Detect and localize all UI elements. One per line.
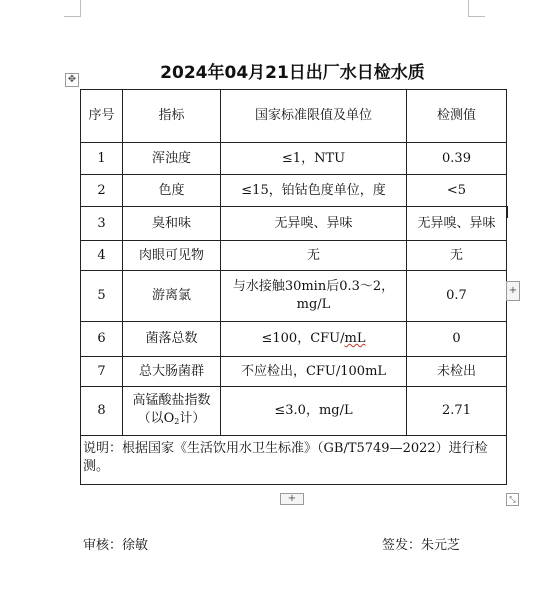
- item-line-2-suffix: 计）: [179, 410, 206, 426]
- page-corner-mark-top-right: [468, 0, 485, 17]
- item-line-2-subscript: 2: [174, 416, 180, 426]
- item-line-1: 高锰酸盐指数: [132, 392, 211, 408]
- cell-limit[interactable]: 无: [221, 241, 407, 271]
- cell-value[interactable]: 2.71: [407, 387, 507, 436]
- cell-no[interactable]: 5: [81, 271, 123, 322]
- item-line-2-prefix: （以O: [137, 410, 175, 426]
- cell-value[interactable]: <5: [407, 175, 507, 207]
- header-cell-limit[interactable]: 国家标准限值及单位: [221, 90, 407, 143]
- spellcheck-underlined-unit: mL: [344, 331, 366, 346]
- table-note-row: [81, 436, 507, 485]
- table-row: [81, 207, 507, 241]
- add-column-button[interactable]: +: [506, 281, 520, 301]
- cell-item[interactable]: 菌落总数: [123, 322, 221, 357]
- cell-limit[interactable]: [221, 271, 407, 322]
- cell-value[interactable]: 0.7: [407, 271, 507, 322]
- cell-no[interactable]: 8: [81, 387, 123, 436]
- limit-text: ≤100，CFU/: [261, 331, 345, 346]
- cell-no[interactable]: 3: [81, 207, 123, 241]
- cell-no[interactable]: 2: [81, 175, 123, 207]
- cell-item[interactable]: 浑浊度: [123, 143, 221, 175]
- table-row: [81, 322, 507, 357]
- table-move-handle-icon[interactable]: ✥: [65, 73, 79, 87]
- header-cell-no[interactable]: 序号: [81, 90, 123, 143]
- table-resize-handle-icon[interactable]: ⤡: [506, 493, 519, 506]
- note-cell[interactable]: 说明：根据国家《生活饮用水卫生标准》（GB/T5749—2022）进行检测。: [81, 436, 507, 485]
- cell-value[interactable]: 无异嗅、异味: [407, 207, 507, 241]
- add-row-button[interactable]: +: [280, 493, 304, 505]
- cell-item[interactable]: 臭和味: [123, 207, 221, 241]
- cell-no[interactable]: 6: [81, 322, 123, 357]
- cell-value[interactable]: 未检出: [407, 357, 507, 387]
- cell-no[interactable]: 1: [81, 143, 123, 175]
- cell-limit[interactable]: ≤3.0，mg/L: [221, 387, 407, 436]
- cell-limit[interactable]: 无异嗅、异味: [221, 207, 407, 241]
- header-cell-value[interactable]: 检测值: [407, 90, 507, 143]
- cell-limit[interactable]: ≤15，铂钴色度单位，度: [221, 175, 407, 207]
- text-cursor: [507, 206, 508, 218]
- cell-limit[interactable]: 不应检出，CFU/100mL: [221, 357, 407, 387]
- issuer-signature: 签发：朱元芝: [382, 538, 461, 553]
- page-corner-mark-top-left: [64, 0, 81, 17]
- reviewer-signature: 审核：徐敏: [83, 538, 149, 553]
- table-row: [81, 143, 507, 175]
- limit-line-2: mg/L: [296, 297, 331, 312]
- cell-no[interactable]: 7: [81, 357, 123, 387]
- cell-item[interactable]: 肉眼可见物: [123, 241, 221, 271]
- table-row: [81, 241, 507, 271]
- cell-value[interactable]: 无: [407, 241, 507, 271]
- cell-no[interactable]: 4: [81, 241, 123, 271]
- water-quality-table: [80, 89, 507, 485]
- cell-item[interactable]: 游离氯: [123, 271, 221, 322]
- table-row: [81, 175, 507, 207]
- cell-limit[interactable]: [221, 322, 407, 357]
- limit-line-1: 与水接触30min后0.3～2，: [232, 279, 395, 294]
- table-row: [81, 271, 507, 322]
- cell-item[interactable]: [123, 387, 221, 436]
- cell-limit[interactable]: ≤1，NTU: [221, 143, 407, 175]
- header-cell-item[interactable]: 指标: [123, 90, 221, 143]
- document-title: 2024年04月21日出厂水日检水质: [160, 63, 425, 83]
- table-header-row: [81, 90, 507, 143]
- cell-value[interactable]: 0: [407, 322, 507, 357]
- cell-value[interactable]: 0.39: [407, 143, 507, 175]
- table-row: [81, 387, 507, 436]
- table-row: [81, 357, 507, 387]
- cell-item[interactable]: 总大肠菌群: [123, 357, 221, 387]
- cell-item[interactable]: 色度: [123, 175, 221, 207]
